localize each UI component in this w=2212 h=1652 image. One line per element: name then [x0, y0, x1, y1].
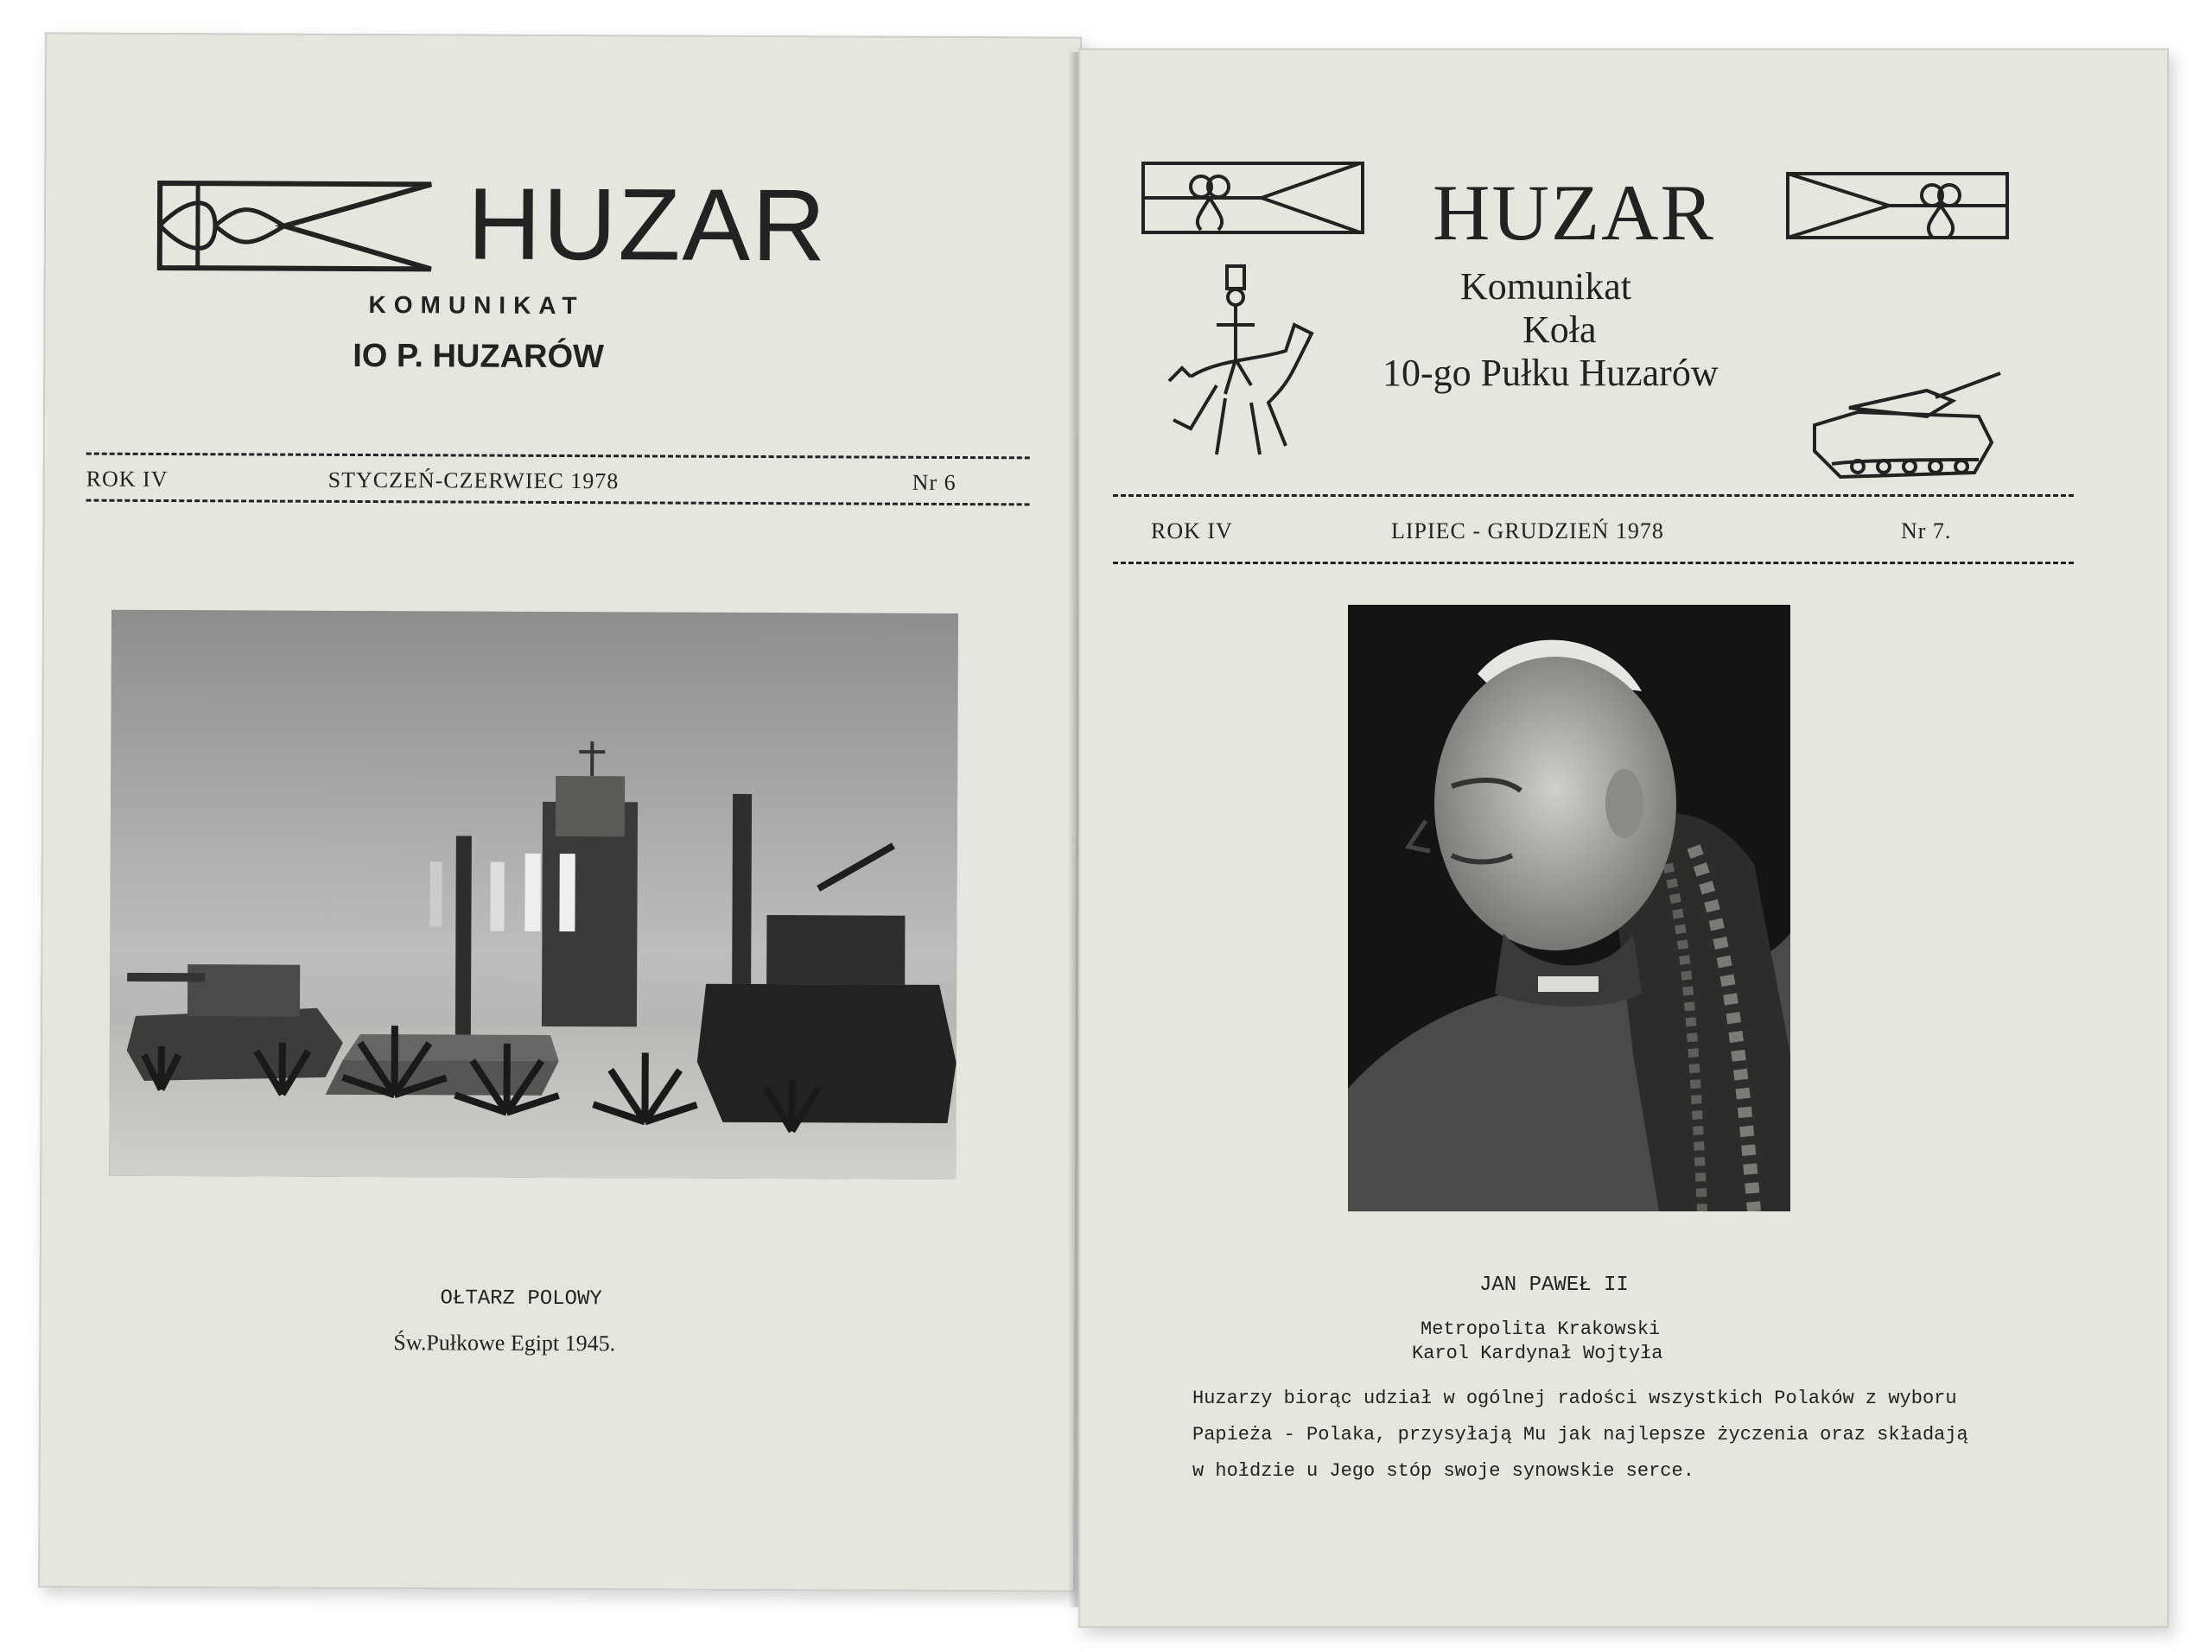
left-photo-caption-title: OŁTARZ POLOWY	[440, 1287, 602, 1312]
right-body-line-2: Papieża - Polaka, przysyłają Mu jak najlepsze życzenia oraz składają	[1192, 1424, 1968, 1446]
right-divider-bottom	[1113, 562, 2074, 564]
right-photo-caption-name: JAN PAWEŁ II	[1479, 1274, 1629, 1297]
left-issue: Nr 6	[912, 469, 957, 495]
right-masthead-title: HUZAR	[1433, 168, 1715, 257]
right-booklet-page	[1078, 48, 2169, 1628]
left-subtitle-regiment: IO P. HUZARÓW	[353, 337, 605, 376]
right-issue: Nr 7.	[1901, 518, 1952, 543]
right-rok: ROK IV	[1151, 518, 1233, 543]
right-subtitle-regiment: 10-go Pułku Huzarów	[1382, 352, 1719, 394]
pennant-emblem-right-icon	[1785, 171, 2010, 240]
right-subtitle-kola: Koła	[1522, 308, 1597, 351]
tank-icon	[1806, 365, 2005, 494]
pennant-emblem-left-icon	[1141, 161, 1365, 235]
right-body-line-3: w hołdzie u Jego stóp swoje synowskie serce.	[1192, 1460, 1694, 1482]
right-subtitle-komunikat: Komunikat	[1460, 265, 1631, 308]
left-period: STYCZEŃ-CZERWIEC 1978	[327, 467, 620, 494]
right-photo-caption-person: Karol Kardynał Wojtyła	[1412, 1343, 1663, 1364]
pennant-emblem-icon	[155, 178, 440, 274]
hussar-horseman-icon	[1165, 256, 1320, 472]
right-body-line-1: Huzarzy biorąc udział w ogólnej radości wszystkich Polaków z wyboru	[1192, 1388, 1957, 1409]
right-divider-top	[1113, 494, 2074, 497]
right-period: LIPIEC - GRUDZIEŃ 1978	[1391, 518, 1664, 543]
left-booklet-page	[38, 32, 1082, 1592]
left-rok: ROK IV	[86, 466, 168, 492]
left-photo-caption-sub: Św.Pułkowe Egipt 1945.	[393, 1330, 616, 1357]
right-photo-caption-title: Metropolita Krakowski	[1421, 1318, 1661, 1340]
left-masthead-title: HUZAR	[467, 167, 828, 283]
pope-portrait-photo	[1348, 605, 1790, 1211]
field-altar-photo	[109, 610, 958, 1179]
left-subtitle-komunikat: KOMUNIKAT	[368, 291, 585, 320]
